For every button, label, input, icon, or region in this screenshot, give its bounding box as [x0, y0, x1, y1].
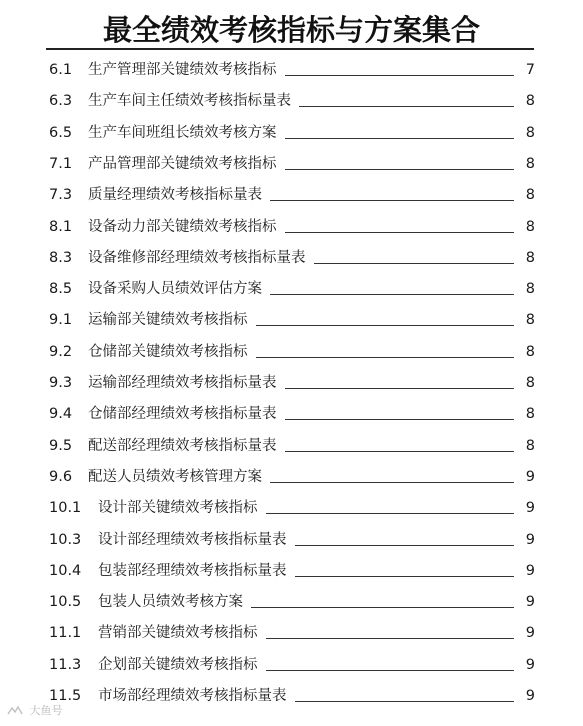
toc-entry-title: 设备采购人员绩效评估方案: [88, 281, 262, 298]
toc-entry[interactable]: [0, 89, 583, 113]
toc-entry-page: 9: [525, 625, 535, 642]
toc-entry-leader: [251, 607, 514, 608]
toc-entry[interactable]: [0, 58, 583, 82]
toc-entry-leader: [285, 451, 515, 452]
toc-entry-leader: [256, 357, 515, 358]
toc-entry-title: 设计部经理绩效考核指标量表: [98, 531, 287, 548]
toc-entry[interactable]: [0, 590, 583, 614]
title-divider: [46, 48, 534, 50]
toc-entry-number: 11.1: [49, 625, 82, 642]
toc-entry-title: 配送部经理绩效考核指标量表: [88, 437, 277, 454]
document-title: 最全绩效考核指标与方案集合: [102, 13, 480, 47]
toc-entry-leader: [270, 200, 514, 201]
toc-entry-leader: [266, 638, 515, 639]
toc-entry[interactable]: [0, 371, 583, 395]
toc-entry[interactable]: [0, 528, 583, 552]
toc-entry-leader: [266, 670, 515, 671]
toc-entry-number: 6.3: [49, 93, 73, 110]
toc-entry-number: 9.2: [49, 343, 73, 360]
toc-entry-number: 10.3: [49, 531, 82, 548]
toc-entry[interactable]: [0, 402, 583, 426]
camera-icon: [6, 704, 24, 719]
toc-entry-page: 8: [525, 124, 535, 141]
toc-entry-leader: [295, 545, 515, 546]
toc-entry-leader: [266, 513, 515, 514]
toc-entry-leader: [270, 294, 514, 295]
toc-entry-page: 9: [525, 594, 535, 611]
toc-entry[interactable]: [0, 277, 583, 301]
toc-entry[interactable]: [0, 621, 583, 645]
watermark-text: 大鱼号: [29, 704, 63, 717]
toc-entry-number: 9.4: [49, 406, 73, 423]
toc-entry-page: 8: [525, 375, 535, 391]
toc-entry-number: 6.5: [49, 124, 73, 141]
toc-entry-number: 8.5: [49, 281, 73, 298]
toc-entry-page: 9: [525, 656, 535, 673]
toc-entry-title: 设备维修部经理绩效考核指标量表: [88, 249, 306, 266]
watermark: [6, 702, 63, 719]
toc-entry-number: 8.1: [49, 218, 73, 235]
toc-entry-number: 6.1: [49, 62, 73, 78]
toc-entry-page: 7: [525, 62, 535, 78]
toc-entry-leader: [285, 75, 515, 76]
toc-entry-title: 包装部经理绩效考核指标量表: [98, 562, 287, 579]
toc-entry[interactable]: [0, 653, 583, 677]
toc-entry-leader: [299, 106, 514, 107]
toc-entry-page: 9: [525, 688, 535, 704]
toc-entry-number: 10.4: [49, 562, 82, 579]
toc-entry-page: 8: [525, 343, 535, 360]
toc-entry-leader: [285, 138, 515, 139]
toc-entry-leader: [270, 482, 514, 483]
toc-entry-number: 7.1: [49, 155, 73, 172]
toc-entry-page: 8: [525, 93, 535, 110]
toc-entry-title: 仓储部经理绩效考核指标量表: [88, 406, 277, 423]
toc-entry-title: 营销部关键绩效考核指标: [98, 625, 258, 642]
toc-entry[interactable]: [0, 684, 583, 708]
toc-entry[interactable]: [0, 215, 583, 239]
toc-entry-page: 8: [525, 218, 535, 235]
toc-entry-title: 生产车间主任绩效考核指标量表: [88, 93, 291, 110]
toc-entry[interactable]: [0, 340, 583, 364]
toc-entry-title: 质量经理绩效考核指标量表: [88, 187, 262, 204]
toc-entry-title: 生产管理部关键绩效考核指标: [88, 62, 277, 78]
toc-entry-leader: [285, 232, 515, 233]
toc-entry-number: 9.6: [49, 468, 73, 485]
toc-entry-page: 9: [525, 468, 535, 485]
toc-entry-title: 设计部关键绩效考核指标: [98, 500, 258, 517]
toc-entry-title: 设备动力部关键绩效考核指标: [88, 218, 277, 235]
toc-entry[interactable]: [0, 152, 583, 176]
toc-entry-title: 生产车间班组长绩效考核方案: [88, 124, 277, 141]
toc-entry[interactable]: [0, 246, 583, 270]
toc-entry-leader: [256, 325, 515, 326]
toc-entry-page: 8: [525, 155, 535, 172]
toc-entry-leader: [314, 263, 515, 264]
toc-entry-title: 仓储部关键绩效考核指标: [88, 343, 248, 360]
toc-entry-number: 10.1: [49, 500, 82, 517]
toc-entry[interactable]: [0, 183, 583, 207]
toc-entry-number: 9.3: [49, 375, 73, 391]
toc-entry-number: 10.5: [49, 594, 82, 611]
toc-entry-title: 产品管理部关键绩效考核指标: [88, 155, 277, 172]
toc-entry-title: 市场部经理绩效考核指标量表: [98, 688, 287, 704]
toc-entry-title: 企划部关键绩效考核指标: [98, 656, 258, 673]
toc-entry[interactable]: [0, 496, 583, 520]
toc-entry-leader: [285, 419, 515, 420]
toc-entry-number: 7.3: [49, 187, 73, 204]
toc-entry[interactable]: [0, 121, 583, 145]
toc-entry-page: 9: [525, 531, 535, 548]
toc-entry-page: 8: [525, 437, 535, 454]
toc-entry[interactable]: [0, 308, 583, 332]
toc-entry[interactable]: [0, 465, 583, 489]
toc-entry-number: 8.3: [49, 249, 73, 266]
toc-entry-page: 8: [525, 249, 535, 266]
toc-entry-leader: [285, 169, 515, 170]
toc-entry-page: 9: [525, 500, 535, 517]
toc-entry-page: 9: [525, 562, 535, 579]
toc-entry-title: 包装人员绩效考核方案: [98, 594, 243, 611]
toc-entry-page: 8: [525, 187, 535, 204]
toc-entry-title: 运输部关键绩效考核指标: [88, 312, 248, 329]
toc-entry-leader: [295, 576, 515, 577]
toc-entry-leader: [295, 701, 515, 702]
toc-entry-number: 11.3: [49, 656, 82, 673]
toc-entry-number: 9.1: [49, 312, 73, 329]
toc-entry-number: 11.5: [49, 688, 82, 704]
toc-entry-page: 8: [525, 406, 535, 423]
toc-entry[interactable]: [0, 559, 583, 583]
toc-entry-title: 运输部经理绩效考核指标量表: [88, 375, 277, 391]
toc-entry[interactable]: [0, 434, 583, 458]
toc-entry-title: 配送人员绩效考核管理方案: [88, 468, 262, 485]
toc-entry-number: 9.5: [49, 437, 73, 454]
toc-entry-page: 8: [525, 312, 535, 329]
toc-entry-page: 8: [525, 281, 535, 298]
toc-entry-leader: [285, 388, 515, 389]
